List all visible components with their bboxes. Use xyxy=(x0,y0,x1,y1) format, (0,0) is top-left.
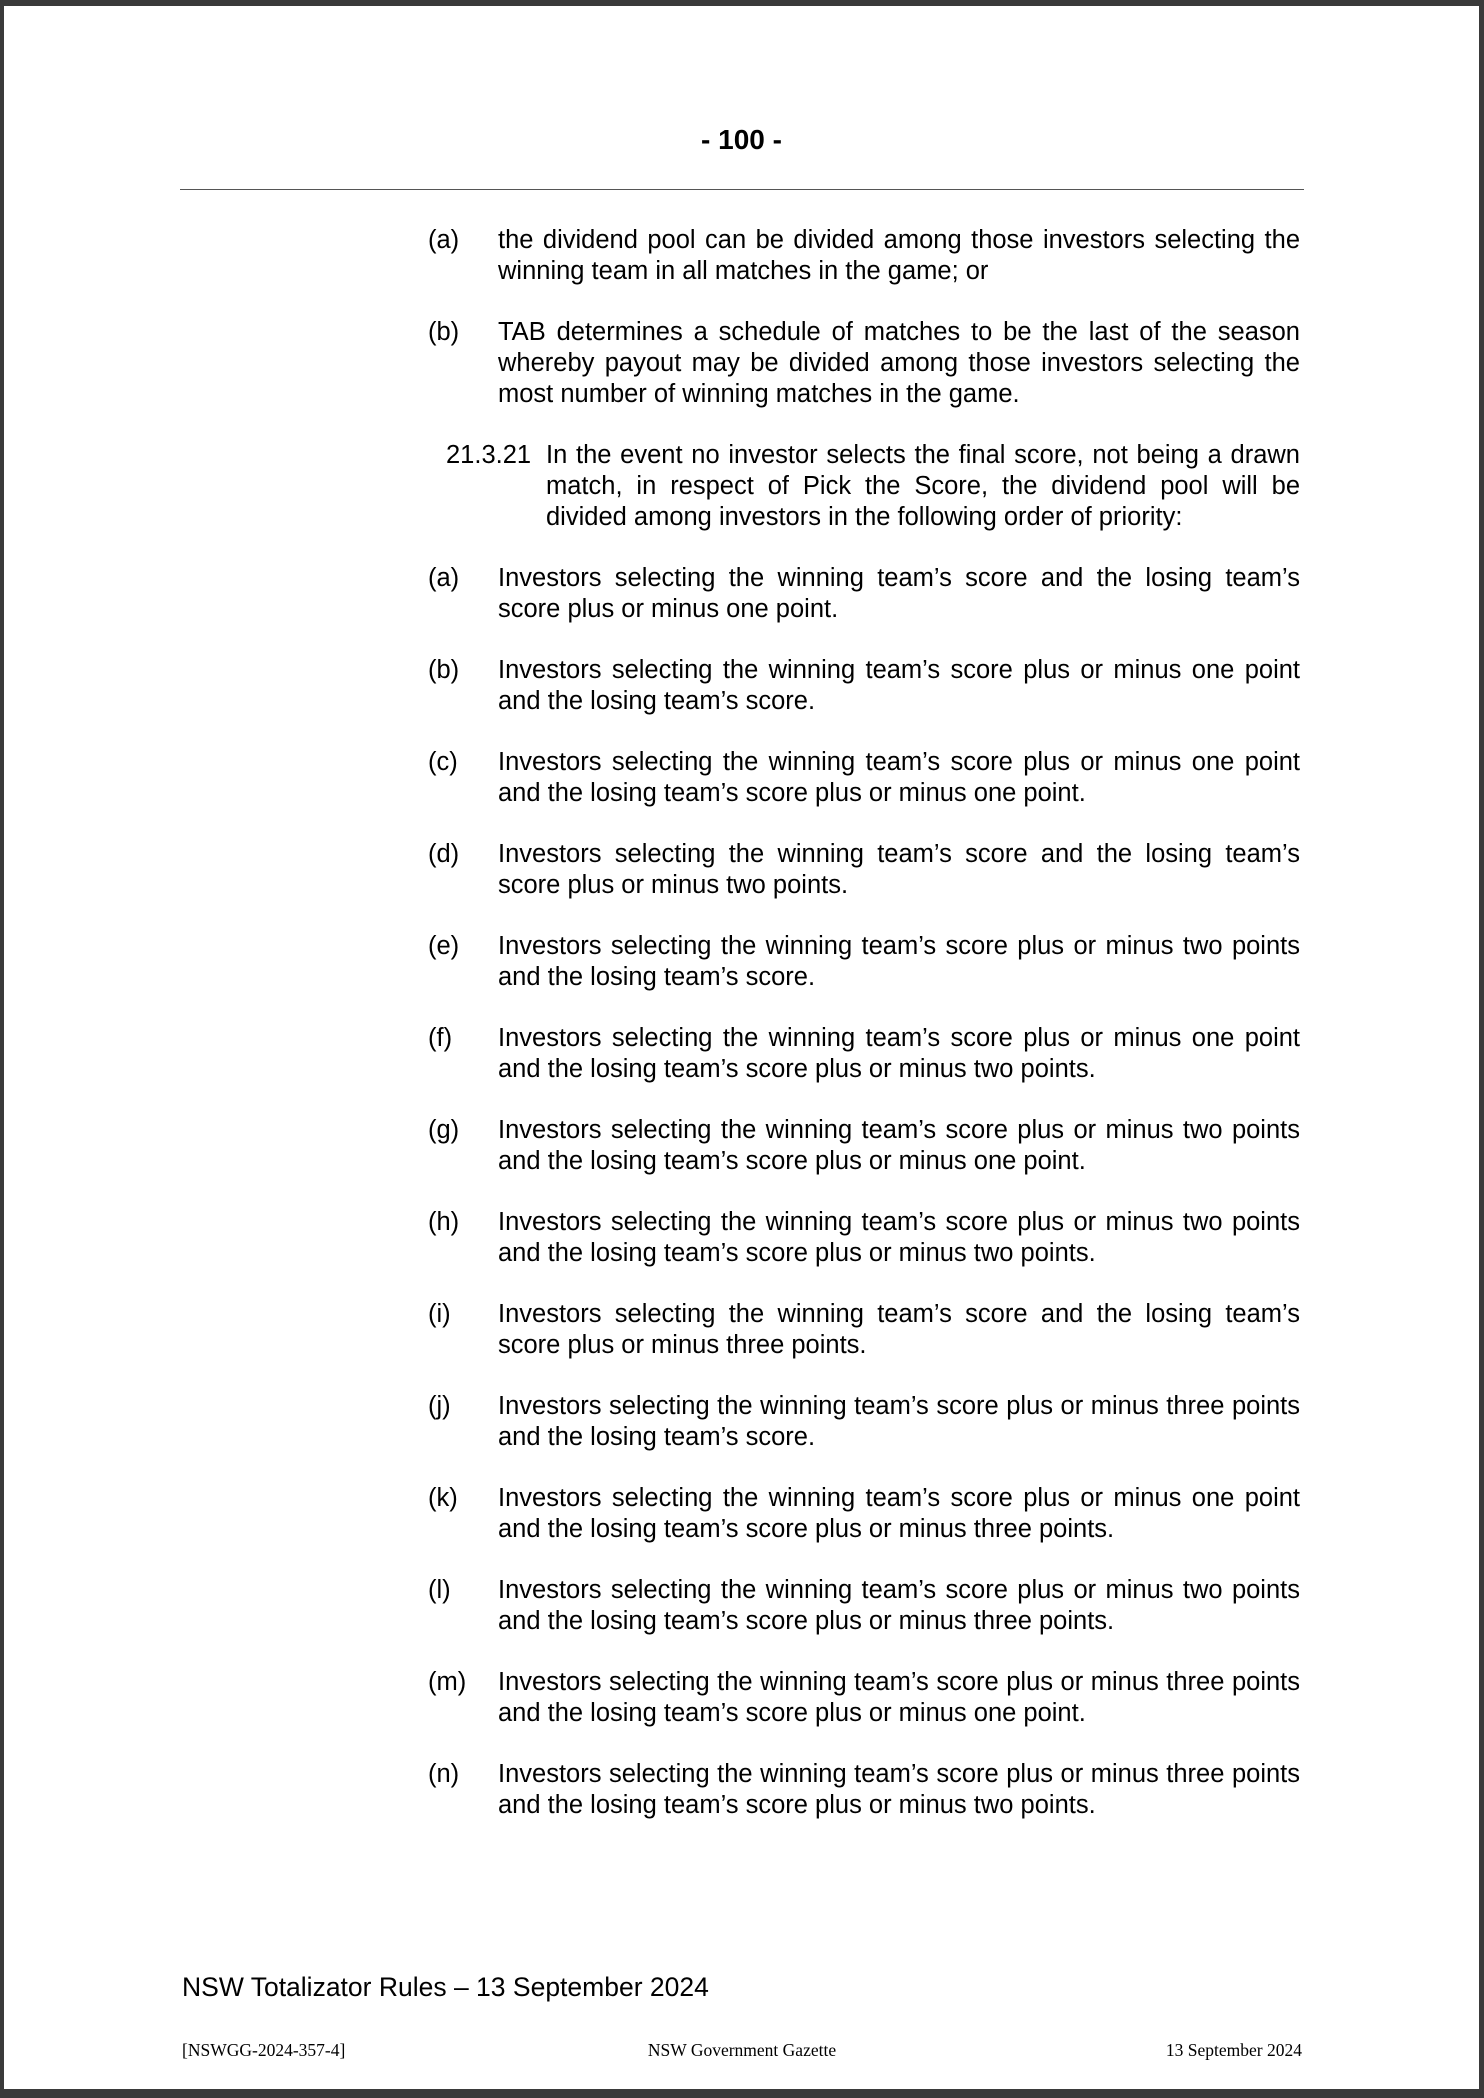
item-text: Investors selecting the winning team’s score and the losing team’s score plus or minus three points. xyxy=(498,1300,1300,1359)
item-label: (n) xyxy=(428,1760,460,1788)
list-item xyxy=(428,1023,1300,1085)
page-number: - 100 - xyxy=(701,124,782,155)
item-text: Investors selecting the winning team’s score and the losing team’s score plus or minus one point. xyxy=(498,564,1300,623)
clause-text: In the event no investor selects the final score, not being a drawn match, in respect of Pick the Score, the dividend pool will be divided among investors in the following order of priority: xyxy=(546,441,1300,531)
item-label: (k) xyxy=(428,1484,458,1512)
item-text: Investors selecting the winning team’s score plus or minus three points and the losing team’s score plus or minus two points. xyxy=(498,1760,1300,1819)
item-label: (b) xyxy=(428,318,460,346)
item-text: the dividend pool can be divided among those investors selecting the winning team in all matches in the game; or xyxy=(498,226,1300,285)
item-text: Investors selecting the winning team’s score plus or minus one point and the losing team’s score. xyxy=(498,656,1300,715)
list-item xyxy=(428,839,1300,901)
item-label: (f) xyxy=(428,1024,453,1052)
item-text: Investors selecting the winning team’s score plus or minus two points and the losing team’s score. xyxy=(498,932,1300,991)
item-text: TAB determines a schedule of matches to be the last of the season whereby payout may be divided among those investors selecting the most number of winning matches in the game. xyxy=(498,318,1300,408)
header-divider xyxy=(180,189,1304,190)
gazette-date: 13 September 2024 xyxy=(1165,2040,1302,2060)
item-text: Investors selecting the winning team’s score and the losing team’s score plus or minus two points. xyxy=(498,840,1300,899)
item-text: Investors selecting the winning team’s score plus or minus two points and the losing team’s score plus or minus two points. xyxy=(498,1208,1300,1267)
item-label: (h) xyxy=(428,1208,460,1236)
item-label: (e) xyxy=(428,932,460,960)
list-item xyxy=(428,317,1300,410)
item-label: (a) xyxy=(428,226,460,254)
item-text: Investors selecting the winning team’s score plus or minus one point and the losing team’s score plus or minus three points. xyxy=(498,1484,1300,1543)
clause-number: 21.3.21 xyxy=(446,441,532,469)
item-text: Investors selecting the winning team’s score plus or minus three points and the losing team’s score. xyxy=(498,1392,1300,1451)
item-text: Investors selecting the winning team’s score plus or minus three points and the losing team’s score plus or minus one point. xyxy=(498,1668,1300,1727)
list-item xyxy=(428,563,1300,625)
list-item xyxy=(428,225,1300,287)
list-item xyxy=(428,1759,1300,1821)
list-item xyxy=(428,1391,1300,1453)
item-label: (m) xyxy=(428,1668,467,1696)
list-item xyxy=(428,1115,1300,1177)
list-item xyxy=(428,655,1300,717)
list-item xyxy=(428,1575,1300,1637)
item-label: (l) xyxy=(428,1576,451,1604)
item-text: Investors selecting the winning team’s score plus or minus two points and the losing team’s score plus or minus one point. xyxy=(498,1116,1300,1175)
item-text: Investors selecting the winning team’s score plus or minus two points and the losing team’s score plus or minus three points. xyxy=(498,1576,1300,1635)
list-item xyxy=(428,1207,1300,1269)
item-label: (b) xyxy=(428,656,460,684)
gazette-reference: [NSWGG-2024-357-4] xyxy=(182,2040,346,2060)
document-page xyxy=(4,6,1479,2089)
item-text: Investors selecting the winning team’s score plus or minus one point and the losing team’s score plus or minus two points. xyxy=(498,1024,1300,1083)
item-label: (g) xyxy=(428,1116,460,1144)
item-label: (a) xyxy=(428,564,460,592)
footer-document-title: NSW Totalizator Rules – 13 September 2024 xyxy=(182,1972,709,2002)
item-label: (d) xyxy=(428,840,460,868)
item-text: Investors selecting the winning team’s score plus or minus one point and the losing team’s score plus or minus one point. xyxy=(498,748,1300,807)
list-item xyxy=(428,931,1300,993)
list-item xyxy=(428,1667,1300,1729)
item-label: (i) xyxy=(428,1300,451,1328)
gazette-publication: NSW Government Gazette xyxy=(647,2040,837,2060)
item-label: (j) xyxy=(428,1392,451,1420)
item-label: (c) xyxy=(428,748,458,776)
list-item xyxy=(428,747,1300,809)
rule-clause xyxy=(428,440,1300,533)
list-item xyxy=(428,1299,1300,1361)
list-item xyxy=(428,1483,1300,1545)
rules-content xyxy=(428,225,1300,1851)
